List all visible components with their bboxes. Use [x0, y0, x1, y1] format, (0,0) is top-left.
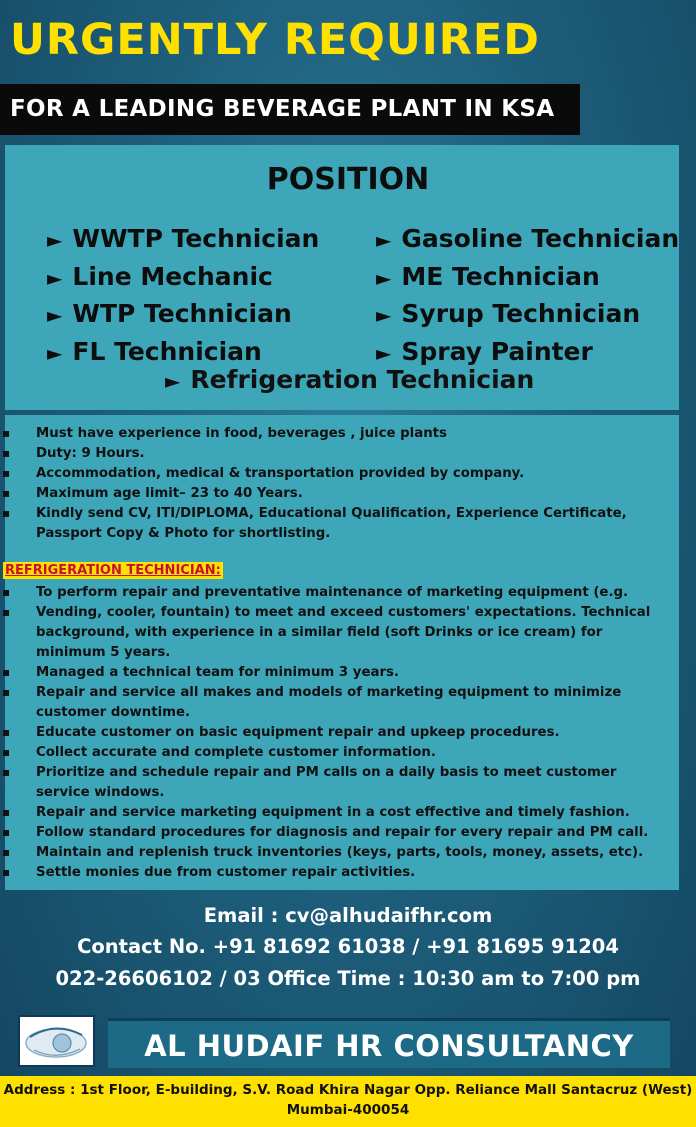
subheadline-banner: FOR A LEADING BEVERAGE PLANT IN KSA — [0, 84, 580, 135]
bullet-icon: ▪ — [2, 605, 11, 619]
bullet-icon: ▪ — [2, 825, 11, 839]
arrow-icon: ► — [376, 228, 392, 252]
contact-email[interactable]: Email : cv@alhudaifhr.com — [203, 904, 493, 927]
bullet-icon: ▪ — [2, 446, 11, 460]
positions-left-column — [47, 221, 319, 371]
bullet-icon: ▪ — [2, 845, 11, 859]
bullet-icon: ▪ — [2, 865, 11, 879]
arrow-icon: ► — [376, 303, 392, 327]
arrow-icon: ► — [165, 369, 181, 393]
arrow-icon: ► — [47, 303, 63, 327]
company-name-banner: AL HUDAIF HR CONSULTANCY — [108, 1018, 670, 1068]
position-item: ► Gasoline Technician — [376, 224, 680, 253]
position-item: ► WWTP Technician — [47, 224, 320, 253]
bullet-icon: ▪ — [2, 745, 11, 759]
bullet-icon: ▪ — [2, 466, 11, 480]
bullet-icon: ▪ — [2, 725, 11, 739]
arrow-icon: ► — [47, 265, 63, 290]
positions-right-column — [376, 221, 679, 371]
arrow-icon: ► — [376, 340, 392, 365]
position-item: ► WTP Technician — [47, 299, 292, 328]
bullet-icon: ▪ — [2, 665, 11, 679]
headline: URGENTLY REQUIRED — [10, 15, 540, 65]
position-item: ► Spray Painter — [376, 336, 593, 366]
position-item: ► Syrup Technician — [376, 299, 641, 328]
position-item: ► Line Mechanic — [47, 261, 273, 291]
address-footer — [0, 1076, 696, 1127]
bullet-icon: ▪ — [2, 585, 11, 599]
bullet-icon: ▪ — [2, 506, 11, 520]
company-logo-icon — [18, 1015, 95, 1067]
refrigeration-section-label: REFRIGERATION TECHNICIAN: — [5, 563, 221, 578]
position-item: ► FL Technician — [47, 336, 262, 366]
bullet-icon: ▪ — [2, 426, 11, 440]
contact-office-time: 022-26606102 / 03 Office Time : 10:30 am to 7:00 pm — [55, 967, 641, 990]
address-line-1: Address : 1st Floor, E-building, S.V. Road Khira Nagar Opp. Reliance Mall Santacruz (West) — [3, 1082, 693, 1098]
bullet-icon: ▪ — [2, 765, 11, 779]
address-line-2: Mumbai-400054 — [286, 1102, 410, 1118]
bullet-icon: ▪ — [2, 486, 11, 500]
bullet-icon: ▪ — [2, 805, 11, 819]
positions-title: POSITION — [266, 162, 430, 197]
position-item-refrigeration: ► Refrigeration Technician — [165, 365, 535, 394]
arrow-icon: ► — [47, 340, 63, 365]
contact-phone[interactable]: Contact No. +91 81692 61038 / +91 81695 91204 — [77, 935, 619, 958]
bullet-icon: ▪ — [2, 685, 11, 699]
arrow-icon: ► — [376, 265, 392, 290]
position-item: ► ME Technician — [376, 261, 600, 291]
arrow-icon: ► — [47, 228, 63, 252]
